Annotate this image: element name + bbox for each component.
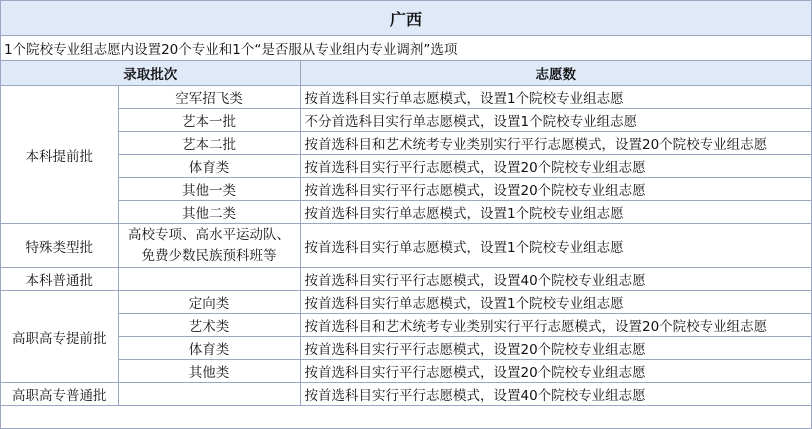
- volunteer-desc-cell: 按首选科目实行单志愿模式，设置1个院校专业组志愿: [300, 291, 811, 314]
- sub-batch-cell: [118, 268, 300, 291]
- sub-batch-cell: 其他二类: [118, 201, 300, 224]
- table-row: [1, 109, 811, 132]
- sub-batch-line: 免费少数民族预科班等: [141, 247, 277, 264]
- table-row: [1, 291, 811, 314]
- table-row: [1, 383, 811, 406]
- table-row: [1, 178, 811, 201]
- batch-teshu: 特殊类型批: [1, 224, 118, 268]
- table-title: 广西: [1, 1, 811, 36]
- sub-batch-cell: 其他一类: [118, 178, 300, 201]
- sub-batch-cell: 定向类: [118, 291, 300, 314]
- volunteer-desc-cell: 按首选科目实行平行志愿模式，设置40个院校专业组志愿: [300, 268, 811, 291]
- batch-benke-tiqian: 本科提前批: [1, 86, 118, 224]
- volunteer-desc-cell: 不分首选科目实行单志愿模式，设置1个院校专业组志愿: [300, 109, 811, 132]
- sub-batch-cell: 艺本二批: [118, 132, 300, 155]
- sub-batch-cell: 艺术类: [118, 314, 300, 337]
- table-row: [1, 337, 811, 360]
- batch-gaozhi-putong: 高职高专普通批: [1, 383, 118, 406]
- sub-batch-line: 高校专项、高水平运动队、: [128, 226, 290, 243]
- sub-batch-cell: 艺本一批: [118, 109, 300, 132]
- volunteer-desc-cell: 按首选科目和艺术统考专业类别实行平行志愿模式，设置20个院校专业组志愿: [300, 132, 811, 155]
- volunteer-desc-cell: 按首选科目实行平行志愿模式，设置20个院校专业组志愿: [300, 178, 811, 201]
- sub-batch-cell: [118, 224, 300, 268]
- batch-benke-putong: 本科普通批: [1, 268, 118, 291]
- table-row: [1, 268, 811, 291]
- admission-table: [1, 61, 811, 406]
- table-row: [1, 314, 811, 337]
- table-row: [1, 224, 811, 268]
- volunteer-desc-cell: 按首选科目实行单志愿模式，设置1个院校专业组志愿: [300, 201, 811, 224]
- sub-batch-cell: 空军招飞类: [118, 86, 300, 109]
- table-row: [1, 86, 811, 109]
- table-row: [1, 360, 811, 383]
- volunteer-desc-cell: 按首选科目实行单志愿模式，设置1个院校专业组志愿: [300, 86, 811, 109]
- table-note: 1个院校专业组志愿内设置20个专业和1个“是否服从专业组内专业调剂”选项: [1, 36, 811, 61]
- table-row: [1, 155, 811, 178]
- header-row: [1, 61, 811, 86]
- volunteer-desc-cell: 按首选科目实行平行志愿模式，设置20个院校专业组志愿: [300, 337, 811, 360]
- sub-batch-cell: 体育类: [118, 337, 300, 360]
- header-volunteers: 志愿数: [300, 61, 811, 86]
- table-row: [1, 132, 811, 155]
- header-batch: 录取批次: [1, 61, 300, 86]
- volunteer-desc-cell: 按首选科目实行平行志愿模式，设置20个院校专业组志愿: [300, 360, 811, 383]
- table-row: [1, 201, 811, 224]
- sub-batch-cell: 体育类: [118, 155, 300, 178]
- volunteer-desc-cell: 按首选科目实行平行志愿模式，设置20个院校专业组志愿: [300, 155, 811, 178]
- batch-gaozhi-tiqian: 高职高专提前批: [1, 291, 118, 383]
- volunteer-desc-cell: 按首选科目实行平行志愿模式，设置40个院校专业组志愿: [300, 383, 811, 406]
- sub-batch-cell: 其他类: [118, 360, 300, 383]
- sub-batch-cell: [118, 383, 300, 406]
- volunteer-desc-cell: 按首选科目实行单志愿模式，设置1个院校专业组志愿: [300, 224, 811, 268]
- volunteer-desc-cell: 按首选科目和艺术统考专业类别实行平行志愿模式，设置20个院校专业组志愿: [300, 314, 811, 337]
